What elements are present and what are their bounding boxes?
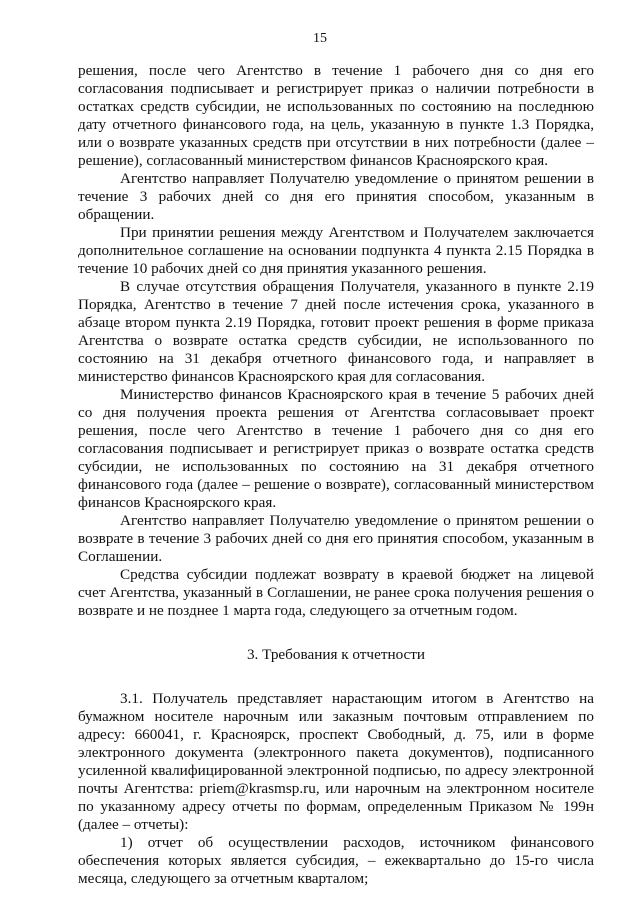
paragraph: Средства субсидии подлежат возврату в краевой бюджет на лицевой счет Агентства, указанный в Соглашении, не ранее срока получения решения о возврате и не позднее 1 марта года, следующего за отчетным годом. bbox=[78, 566, 594, 619]
paragraph: Министерство финансов Красноярского края в течение 5 рабочих дней со дня получения проекта решения от Агентства согласовывает проект решения, после чего Агентство в течение 1 рабочего дня со дня его согласования подписывает и регистрирует приказ о возврате остатка средств субсидии, не использованных по состоянию на 31 декабря отчетного финансового года (далее – решение о возврате), согласованный министерством финансов Красноярского края. bbox=[78, 386, 594, 511]
page-number: 15 bbox=[313, 31, 327, 46]
paragraph: решения, после чего Агентство в течение 1 рабочего дня со дня его согласования подписывает и регистрирует приказ о наличии потребности в остатках средств субсидии, не использованных по состоянию на последнюю дату отчетного финансового года, на цель, указанную в пункте 1.3 Порядка, или о возврате указанных средств при отсутствии в них потребности (далее – решение), согласованный министерством финансов Красноярского края. bbox=[78, 62, 594, 169]
paragraph: Агентство направляет Получателю уведомление о принятом решении в течение 3 рабочих дней со дня его принятия способом, указанным в обращении. bbox=[78, 170, 594, 223]
paragraph: При принятии решения между Агентством и Получателем заключается дополнительное соглашение на основании подпункта 4 пункта 2.15 Порядка в течение 10 рабочих дней со дня принятия указанного решения. bbox=[78, 224, 594, 277]
section-heading: 3. Требования к отчетности bbox=[246, 646, 426, 663]
paragraphs-after-heading bbox=[78, 690, 594, 888]
paragraph: В случае отсутствия обращения Получателя, указанного в пункте 2.19 Порядка, Агентство в течение 7 дней после истечения срока, указанного в абзаце втором пункта 2.19 Порядка, готовит проект решения в форме приказа Агентства о возврате остатка средств субсидии, не использованного по состоянию на 31 декабря отчетного финансового года, и направляет в министерство финансов Красноярского края для согласования. bbox=[78, 278, 594, 385]
paragraph: 1) отчет об осуществлении расходов, источником финансового обеспечения которых является субсидия, – ежеквартально до 15-го числа месяца, следующего за отчетным кварталом; bbox=[78, 834, 594, 887]
paragraph: Агентство направляет Получателю уведомление о принятом решении о возврате в течение 3 рабочих дней со дня его принятия способом, указанным в Соглашении. bbox=[78, 512, 594, 565]
paragraphs-before-heading bbox=[78, 62, 594, 620]
document-body bbox=[78, 62, 594, 888]
paragraph: 3.1. Получатель представляет нарастающим итогом в Агентство на бумажном носителе нарочным или заказным почтовым отправлением по адресу: 660041, г. Красноярск, проспект Свободный, д. 75, или в форме электронного документа (электронного пакета документов), подписанного усиленной квалифицированной электронной подписью, по адресу электронной почты Агентства: priem@krasmsp.ru, или нарочным на электронном носителе по указанному адресу отчеты по формам, определенным Приказом № 199н (далее – отчеты): bbox=[78, 690, 594, 833]
